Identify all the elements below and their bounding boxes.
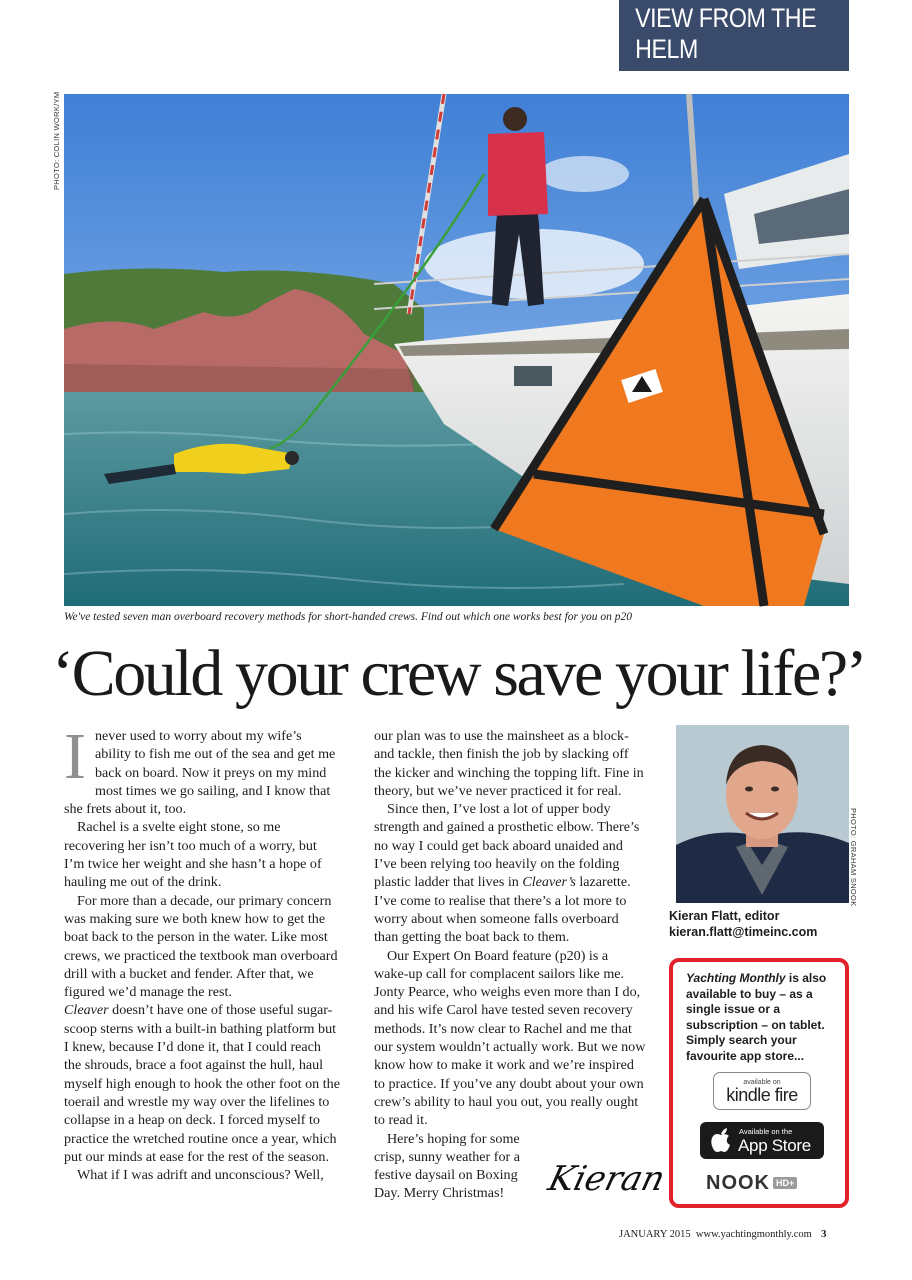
kindle-small-label: available on [743, 1079, 781, 1086]
svg-text:Kieran: Kieran [544, 1159, 669, 1199]
article-paragraph: Here’s hoping for some crisp, sunny weather for a festive daysail on Boxing Day. Merry Christmas! [374, 1130, 520, 1202]
section-tab [619, 0, 849, 71]
article-paragraph: Our Expert On Board feature (p20) is a wake-up call for complacent sailors like me. Jonty Pearce, who weighs even more than I do, and his wife Carol have tested seven recovery methods. It’s now clear to Rachel and me that our system wouldn’t actually work. But we now know how to make it work and we’re inspired to practice. If you’ve any doubt about your own crew’s ability to haul you out, you really ought to read it. [374, 947, 646, 1129]
page-number: 3 [821, 1228, 827, 1240]
editor-email[interactable]: kieran.flatt@timeinc.com [669, 925, 818, 939]
nook-hd-badge[interactable] [706, 1171, 797, 1195]
promo-text: Yachting Monthly is also available to buy – as a single issue or a subscription – on tablet. Simply search your favourite app store... [686, 971, 827, 1063]
hero-photo [64, 94, 849, 606]
article-paragraph: Rachel is a svelte eight stone, so me recovering her isn’t too much of a worry, but I’m twice her weight and she hasn’t a hope of hauling me out of the drink. [64, 819, 322, 891]
signature [544, 1140, 669, 1210]
boat-name: Cleaver [64, 1002, 109, 1019]
boat-name: Cleaver’s [522, 874, 576, 891]
woman-head [503, 107, 527, 131]
hero-caption: We've tested seven man overboard recovery methods for short-handed crews. Find out which one works best for you on p20 [64, 611, 632, 623]
apple-icon [710, 1127, 732, 1153]
headline: ‘Could your crew save your life?’ [52, 637, 866, 710]
appstore-small-label: Available on the [739, 1127, 793, 1136]
article-column-2 [374, 727, 646, 1203]
app-store-promo [669, 958, 849, 1208]
kindle-fire-badge[interactable] [713, 1072, 811, 1110]
article-paragraph: For more than a decade, our primary concern was making sure we both knew how to get the boat back to the person in the water. Like most crews, we practiced the textbook man overboard drill with a bucket and fender. After that, we figured we’d manage the rest. [64, 892, 338, 1001]
article-paragraph: What if I was adrift and unconscious? Well, [77, 1167, 324, 1184]
article-paragraph: Since then, I’ve lost a lot of upper body strength and gained a prosthetic elbow. There’s no way I could get back aboard unaided and I’ve been relying too heavily on the folding plastic ladder that lives in Cleaver’s lazarette. I’ve come to realise that there’s a lot more to worry about when someone falls overboard than getting the boat back to them. [374, 801, 640, 946]
page-footer [619, 1228, 849, 1240]
drop-cap: I [64, 720, 86, 793]
promo-magazine-name: Yachting Monthly [686, 971, 786, 985]
article-paragraph: our plan was to use the mainsheet as a block-and tackle, then finish the job by slacking off the kicker and winching the topping lift. Fine in theory, but we’ve never practiced it for real. [374, 728, 644, 799]
app-store-badge[interactable] [700, 1122, 824, 1159]
section-label: VIEW FROM THE HELM [635, 3, 817, 64]
hero-photo-credit: PHOTO: COLIN WORK/YM [52, 91, 61, 190]
kindle-label: kindle fire [726, 1085, 798, 1105]
article-paragraph: Cleaver doesn’t have one of those useful sugar-scoop sterns with a built-in bathing platform but I knew, because I’d done it, that I could reach the shrouds, brace a foot against the hull, haul myself high enough to hook the other foot on the toerail and wrestle my way over the lifelines to collapse in a heap on deck. I forced myself to practice the wretched routine once a year, which put our minds at ease for the rest of the season. [64, 1002, 340, 1165]
article-paragraph: Inever used to worry about my wife’s ability to fish me out of the sea and get me back on board. Now it preys on my mind most times we go sailing, and I know that she frets about it, too. [64, 720, 336, 818]
appstore-label: App Store [738, 1136, 811, 1155]
nook-label: NOOK [706, 1171, 770, 1194]
woman-red-jacket [488, 132, 548, 216]
porthole [514, 366, 552, 386]
footer-url[interactable]: www.yachtingmonthly.com [695, 1229, 812, 1240]
article-column-1 [64, 720, 340, 1184]
editor-portrait [676, 725, 849, 903]
editor-photo-credit: PHOTO: GRAHAM SNOOK [849, 808, 858, 907]
editor-name: Kieran Flatt, editor [669, 909, 780, 923]
nook-hd-label: HD+ [773, 1177, 797, 1189]
footer-issue: JANUARY 2015 [619, 1229, 691, 1240]
